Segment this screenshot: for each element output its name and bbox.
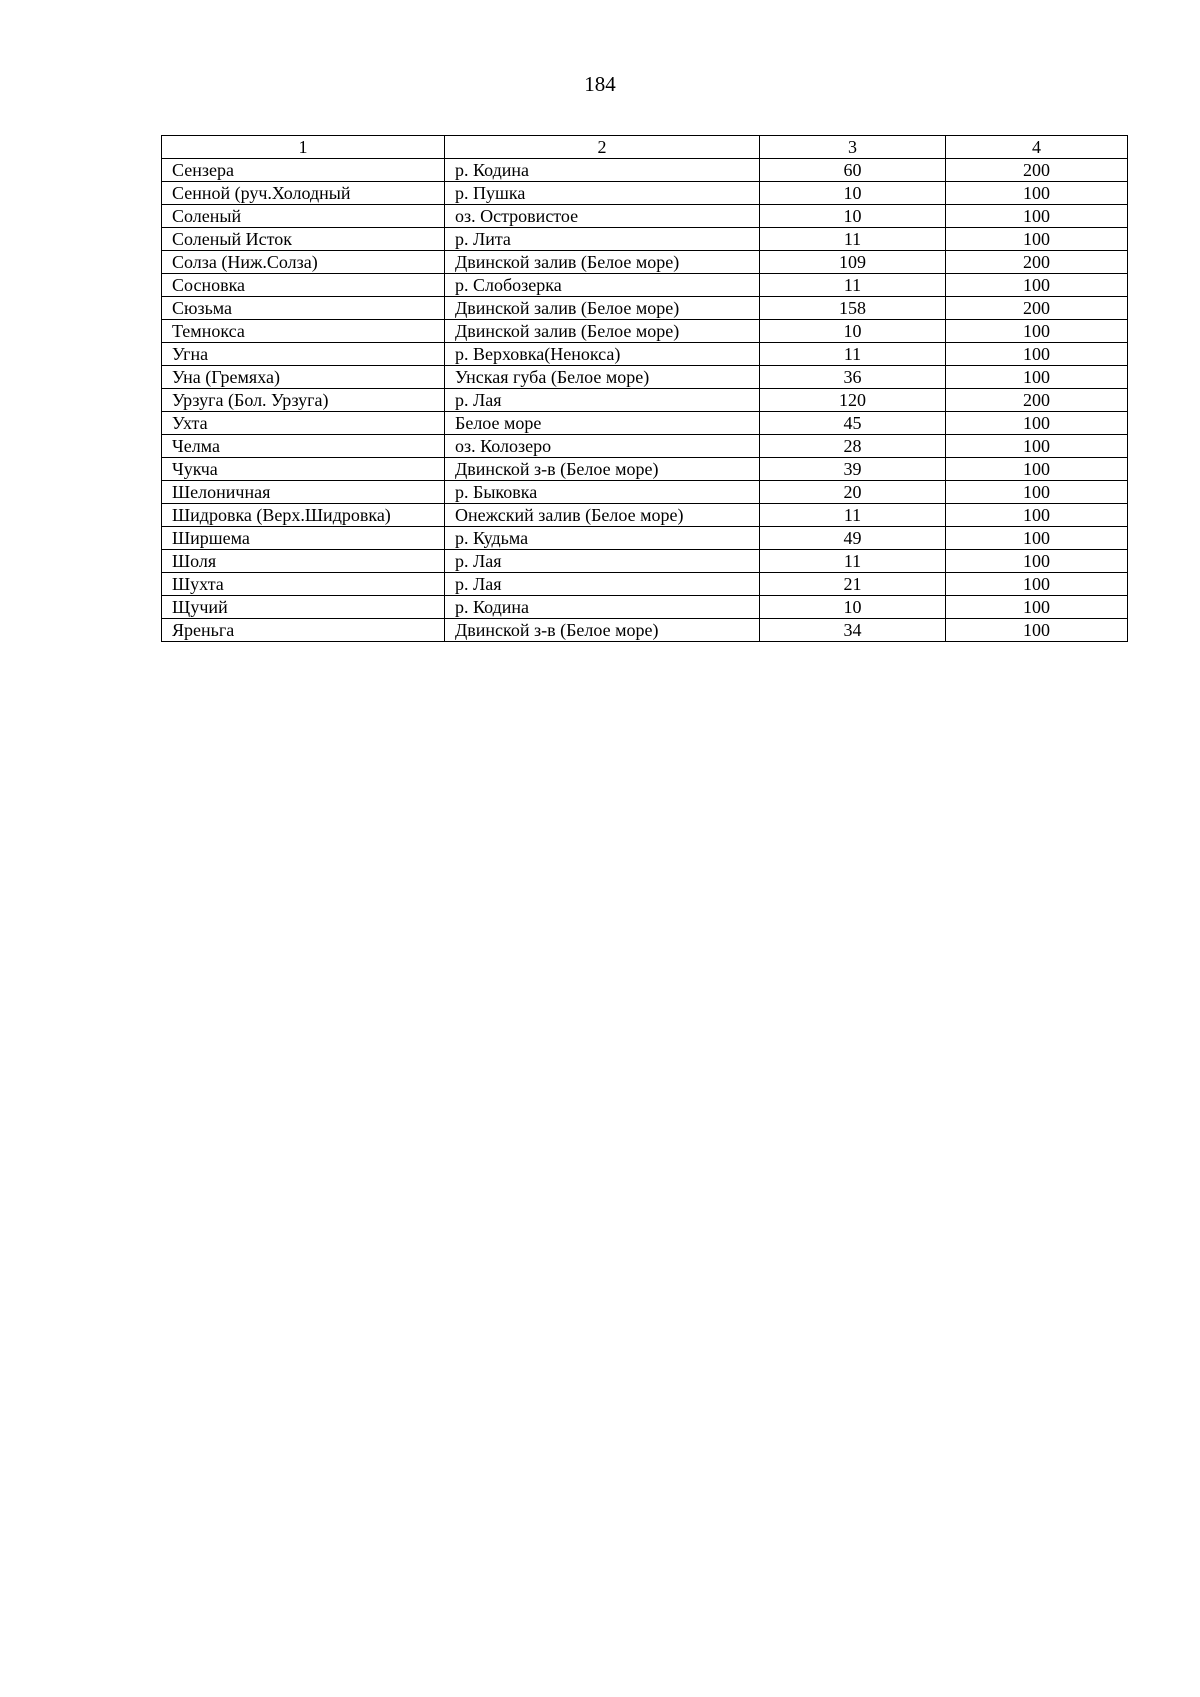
rivers-table xyxy=(161,135,1128,642)
length-cell: 60 xyxy=(760,159,946,182)
river-name-cell: Урзуга (Бол. Урзуга) xyxy=(162,389,445,412)
length-cell: 28 xyxy=(760,435,946,458)
length-cell: 10 xyxy=(760,205,946,228)
river-name-cell: Сюзьма xyxy=(162,297,445,320)
length-cell: 10 xyxy=(760,320,946,343)
water-body-cell: р. Кодина xyxy=(445,596,760,619)
water-body-cell: Онежский залив (Белое море) xyxy=(445,504,760,527)
zone-width-cell: 200 xyxy=(946,389,1128,412)
length-cell: 45 xyxy=(760,412,946,435)
water-body-cell: р. Быковка xyxy=(445,481,760,504)
table-row xyxy=(162,366,1128,389)
length-cell: 21 xyxy=(760,573,946,596)
table-row xyxy=(162,228,1128,251)
zone-width-cell: 100 xyxy=(946,366,1128,389)
river-name-cell: Угна xyxy=(162,343,445,366)
zone-width-cell: 200 xyxy=(946,251,1128,274)
length-cell: 120 xyxy=(760,389,946,412)
length-cell: 11 xyxy=(760,274,946,297)
length-cell: 49 xyxy=(760,527,946,550)
river-name-cell: Сенной (руч.Холодный xyxy=(162,182,445,205)
length-cell: 10 xyxy=(760,596,946,619)
zone-width-cell: 100 xyxy=(946,458,1128,481)
column-header-3: 3 xyxy=(760,136,946,159)
water-body-cell: р. Верховка(Ненокса) xyxy=(445,343,760,366)
table-row xyxy=(162,182,1128,205)
table-row xyxy=(162,619,1128,642)
zone-width-cell: 100 xyxy=(946,573,1128,596)
length-cell: 10 xyxy=(760,182,946,205)
length-cell: 20 xyxy=(760,481,946,504)
water-body-cell: р. Слобозерка xyxy=(445,274,760,297)
zone-width-cell: 100 xyxy=(946,619,1128,642)
table-row xyxy=(162,504,1128,527)
river-name-cell: Шоля xyxy=(162,550,445,573)
column-header-1: 1 xyxy=(162,136,445,159)
zone-width-cell: 100 xyxy=(946,412,1128,435)
water-body-cell: р. Лая xyxy=(445,389,760,412)
zone-width-cell: 100 xyxy=(946,274,1128,297)
length-cell: 11 xyxy=(760,504,946,527)
page-number: 184 xyxy=(584,72,616,96)
river-name-cell: Соленый xyxy=(162,205,445,228)
table-row xyxy=(162,343,1128,366)
table-row xyxy=(162,412,1128,435)
zone-width-cell: 100 xyxy=(946,435,1128,458)
river-name-cell: Шелоничная xyxy=(162,481,445,504)
river-name-cell: Яреньга xyxy=(162,619,445,642)
length-cell: 158 xyxy=(760,297,946,320)
water-body-cell: р. Лая xyxy=(445,573,760,596)
table-header-row xyxy=(162,136,1128,159)
river-name-cell: Темнокса xyxy=(162,320,445,343)
zone-width-cell: 100 xyxy=(946,550,1128,573)
table-row xyxy=(162,573,1128,596)
table-row xyxy=(162,596,1128,619)
zone-width-cell: 100 xyxy=(946,320,1128,343)
length-cell: 36 xyxy=(760,366,946,389)
zone-width-cell: 100 xyxy=(946,205,1128,228)
water-body-cell: Унская губа (Белое море) xyxy=(445,366,760,389)
table-row xyxy=(162,159,1128,182)
water-body-cell: Двинской залив (Белое море) xyxy=(445,320,760,343)
water-body-cell: Двинской з-в (Белое море) xyxy=(445,619,760,642)
table-row xyxy=(162,458,1128,481)
river-name-cell: Ухта xyxy=(162,412,445,435)
water-body-cell: Двинской з-в (Белое море) xyxy=(445,458,760,481)
river-name-cell: Сензера xyxy=(162,159,445,182)
table-row xyxy=(162,481,1128,504)
river-name-cell: Ширшема xyxy=(162,527,445,550)
water-body-cell: оз. Колозеро xyxy=(445,435,760,458)
zone-width-cell: 100 xyxy=(946,527,1128,550)
river-name-cell: Щучий xyxy=(162,596,445,619)
zone-width-cell: 100 xyxy=(946,228,1128,251)
river-name-cell: Чукча xyxy=(162,458,445,481)
table-row xyxy=(162,297,1128,320)
table-row xyxy=(162,389,1128,412)
length-cell: 11 xyxy=(760,228,946,251)
water-body-cell: Двинской залив (Белое море) xyxy=(445,251,760,274)
length-cell: 39 xyxy=(760,458,946,481)
water-body-cell: р. Лая xyxy=(445,550,760,573)
river-name-cell: Челма xyxy=(162,435,445,458)
water-body-cell: оз. Островистое xyxy=(445,205,760,228)
water-body-cell: р. Пушка xyxy=(445,182,760,205)
length-cell: 109 xyxy=(760,251,946,274)
zone-width-cell: 100 xyxy=(946,596,1128,619)
column-header-2: 2 xyxy=(445,136,760,159)
column-header-4: 4 xyxy=(946,136,1128,159)
water-body-cell: р. Лита xyxy=(445,228,760,251)
water-body-cell: Двинской залив (Белое море) xyxy=(445,297,760,320)
table-row xyxy=(162,435,1128,458)
table-row xyxy=(162,527,1128,550)
water-body-cell: р. Кодина xyxy=(445,159,760,182)
table-body xyxy=(162,159,1128,642)
zone-width-cell: 200 xyxy=(946,297,1128,320)
length-cell: 11 xyxy=(760,343,946,366)
river-name-cell: Соленый Исток xyxy=(162,228,445,251)
table-row xyxy=(162,274,1128,297)
zone-width-cell: 100 xyxy=(946,343,1128,366)
zone-width-cell: 100 xyxy=(946,504,1128,527)
length-cell: 11 xyxy=(760,550,946,573)
table-row xyxy=(162,320,1128,343)
table-row xyxy=(162,205,1128,228)
zone-width-cell: 100 xyxy=(946,481,1128,504)
zone-width-cell: 100 xyxy=(946,182,1128,205)
river-name-cell: Сосновка xyxy=(162,274,445,297)
river-name-cell: Шухта xyxy=(162,573,445,596)
river-name-cell: Уна (Гремяха) xyxy=(162,366,445,389)
water-body-cell: Белое море xyxy=(445,412,760,435)
river-name-cell: Шидровка (Верх.Шидровка) xyxy=(162,504,445,527)
table-row xyxy=(162,251,1128,274)
length-cell: 34 xyxy=(760,619,946,642)
table-row xyxy=(162,550,1128,573)
river-name-cell: Солза (Ниж.Солза) xyxy=(162,251,445,274)
water-body-cell: р. Кудьма xyxy=(445,527,760,550)
zone-width-cell: 200 xyxy=(946,159,1128,182)
